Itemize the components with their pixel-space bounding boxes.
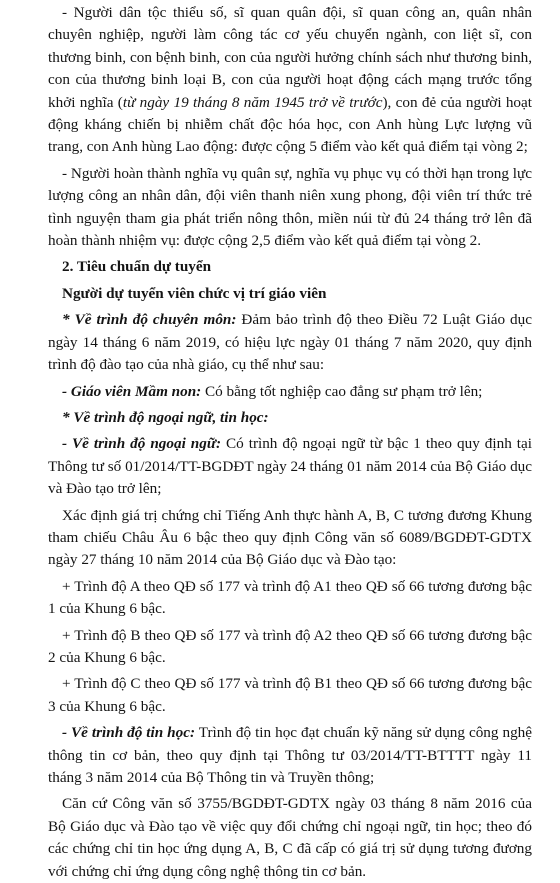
- paragraph-professional-qualification: [48, 309, 532, 376]
- list-item-level-c: + Trình độ C theo QĐ số 177 và trình độ B1 theo QĐ số 66 tương đương bậc 3 của Khung 6 bậc.: [48, 675, 532, 715]
- subheading-teacher-candidates: Người dự tuyển viên chức vị trí giáo viên: [62, 284, 327, 302]
- italic-note: từ ngày 19 tháng 8 năm 1945 trở về trước: [122, 93, 383, 111]
- paragraph-text: Trình độ tin học đạt chuẩn kỹ năng sử dụng công nghệ thông tin cơ bản, theo quy định tại Thông tư 03/2014/TT-BTTTT ngày 11 tháng 3 năm 2014 của Bộ Thông tin và Truyền thông;: [48, 724, 532, 786]
- bold-italic-label: * Về trình độ chuyên môn:: [62, 311, 237, 329]
- paragraph-priority-2-5-points: - Người hoàn thành nghĩa vụ quân sự, nghĩa vụ phục vụ có thời hạn trong lực lượng công an nhân dân, đội viên thanh niên xung phong, đội viên trí thức trẻ tình nguyện tham gia phát triển nông thôn, miền núi từ đủ 24 tháng trở lên đã hoàn thành nhiệm vụ: được cộng 2,5 điểm vào kết quả điểm tại vòng 2.: [48, 164, 532, 250]
- paragraph-preschool-teacher: [48, 381, 532, 403]
- paragraph-priority-5-points: [48, 2, 532, 159]
- paragraph-text: Có bằng tốt nghiệp cao đẳng sư phạm trở lên;: [201, 382, 483, 400]
- paragraph-text: - Người dân tộc thiểu số, sĩ quan quân đội, sĩ quan công an, quân nhân chuyên nghiệp, người làm công tác cơ yếu chuyển ngành, con liệt sĩ, con thương binh, con bệnh binh, con của người hưởng chính sách như thương binh, con của thương binh loại B, con của người hoạt động cách mạng trước tổng khởi nghĩa (: [48, 4, 532, 111]
- paragraph-english-certificate: Xác định giá trị chứng chỉ Tiếng Anh thực hành A, B, C tương đương Khung tham chiếu Châu Âu 6 bậc theo quy định Công văn số 6089/BGDĐT-GDTX ngày 27 tháng 10 năm 2014 của Bộ Giáo dục và Đào tạo:: [48, 506, 532, 569]
- list-item-level-a: + Trình độ A theo QĐ số 177 và trình độ A1 theo QĐ số 66 tương đương bậc 1 của Khung 6 bậc.: [48, 577, 532, 618]
- paragraph-text-continued: ), con đẻ của người hoạt động kháng chiến bị nhiễm chất độc hóa học, con Anh hùng Lực lượng vũ trang, con Anh hùng Lao động: được cộng 5 điểm vào kết quả điểm tại vòng 2;: [48, 93, 532, 156]
- section-heading: 2. Tiêu chuẩn dự tuyển: [62, 258, 212, 276]
- paragraph-it-certificate: Căn cứ Công văn số 3755/BGDĐT-GDTX ngày 03 tháng 8 năm 2016 của Bộ Giáo dục và Đào tạo về việc quy đổi chứng chỉ ngoại ngữ, tin học; theo đó các chứng chỉ tin học ứng dụng A, B, C đã cấp có giá trị sử dụng tương đương với chứng chỉ ứng dụng công nghệ thông tin cơ bản.: [48, 795, 532, 880]
- bold-italic-label: - Về trình độ ngoại ngữ:: [62, 435, 221, 453]
- bold-italic-label: - Về trình độ tin học:: [62, 724, 196, 742]
- paragraph-foreign-language: [48, 433, 532, 500]
- paragraph-text: Đảm bảo trình độ theo Điều 72 Luật Giáo dục ngày 14 tháng 6 năm 2019, có hiệu lực ngày 01 tháng 7 năm 2020, quy định trình độ đào tạo của nhà giáo, cụ thể như sau:: [48, 311, 532, 374]
- subheading-language-it: * Về trình độ ngoại ngữ, tin học:: [62, 408, 269, 426]
- paragraph-text: Có trình độ ngoại ngữ từ bậc 1 theo quy định tại Thông tư số 01/2014/TT-BGDĐT ngày 24 tháng 01 năm 2014 của Bộ Giáo dục và Đào tạo trở lên;: [48, 435, 532, 498]
- list-item-level-b: + Trình độ B theo QĐ số 177 và trình độ A2 theo QĐ số 66 tương đương bậc 2 của Khung 6 bậc.: [48, 626, 532, 666]
- bold-italic-label: - Giáo viên Mầm non:: [62, 382, 202, 400]
- paragraph-it-skills: [48, 722, 532, 789]
